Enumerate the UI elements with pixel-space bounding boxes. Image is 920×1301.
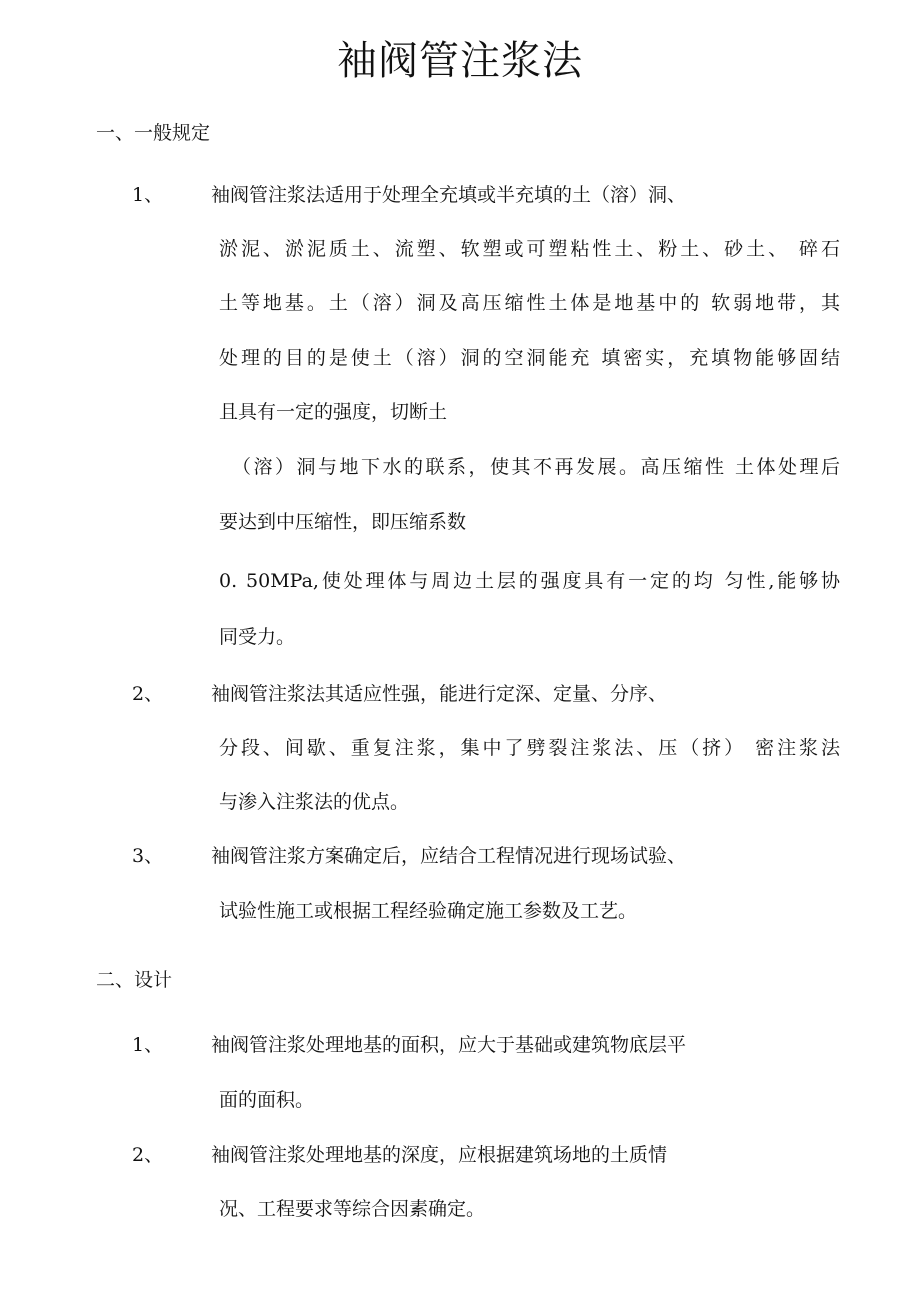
item-number: 1、 [132,1034,164,1056]
paragraph-line: 与渗入注浆法的优点。 [219,791,410,813]
paragraph-line: 袖阀管注浆方案确定后，应结合工程情况进行现场试验、 [211,845,687,867]
paragraph-line: 0. 50MPa,使处理体与周边土层的强度具有一定的均 匀性,能够协 [219,570,840,592]
paragraph-line: 土等地基。土（溶）洞及高压缩性土体是地基中的 软弱地带，其 [219,292,840,314]
paragraph-line: 袖阀管注浆法其适应性强，能进行定深、定量、分序、 [211,683,668,705]
paragraph-line: 分段、间歇、重复注浆，集中了劈裂注浆法、压（挤） 密注浆法 [219,737,840,759]
paragraph-line: 且具有一定的强度，切断土 [219,401,448,423]
section-heading: 二、设计 [96,969,173,991]
paragraph-line: （溶）洞与地下水的联系，使其不再发展。高压缩性 土体处理后 [232,456,840,478]
paragraph-line: 况、工程要求等综合因素确定。 [219,1198,486,1220]
paragraph-line: 同受力。 [219,626,296,648]
paragraph-line: 面的面积。 [219,1089,315,1111]
item-number: 2、 [132,683,164,705]
paragraph-line: 要达到中压缩性，即压缩系数 [219,511,467,533]
item-number: 2、 [132,1144,164,1166]
paragraph-line: 淤泥、淤泥质土、流塑、软塑或可塑粘性土、粉土、砂土、 碎石 [219,238,840,260]
paragraph-line: 处理的目的是使土（溶）洞的空洞能充 填密实，充填物能够固结 [219,347,840,369]
paragraph-line: 袖阀管注浆法适用于处理全充填或半充填的土（溶）洞、 [211,184,687,206]
paragraph-line: 袖阀管注浆处理地基的面积，应大于基础或建筑物底层平 [211,1034,687,1056]
document-title: 袖阀管注浆法 [337,38,583,84]
item-number: 3、 [132,845,164,867]
section-heading: 一、一般规定 [96,122,211,144]
paragraph-line: 试验性施工或根据工程经验确定施工参数及工艺。 [219,900,638,922]
paragraph-line: 袖阀管注浆处理地基的深度，应根据建筑场地的土质情 [211,1144,668,1166]
item-number: 1、 [132,184,164,206]
